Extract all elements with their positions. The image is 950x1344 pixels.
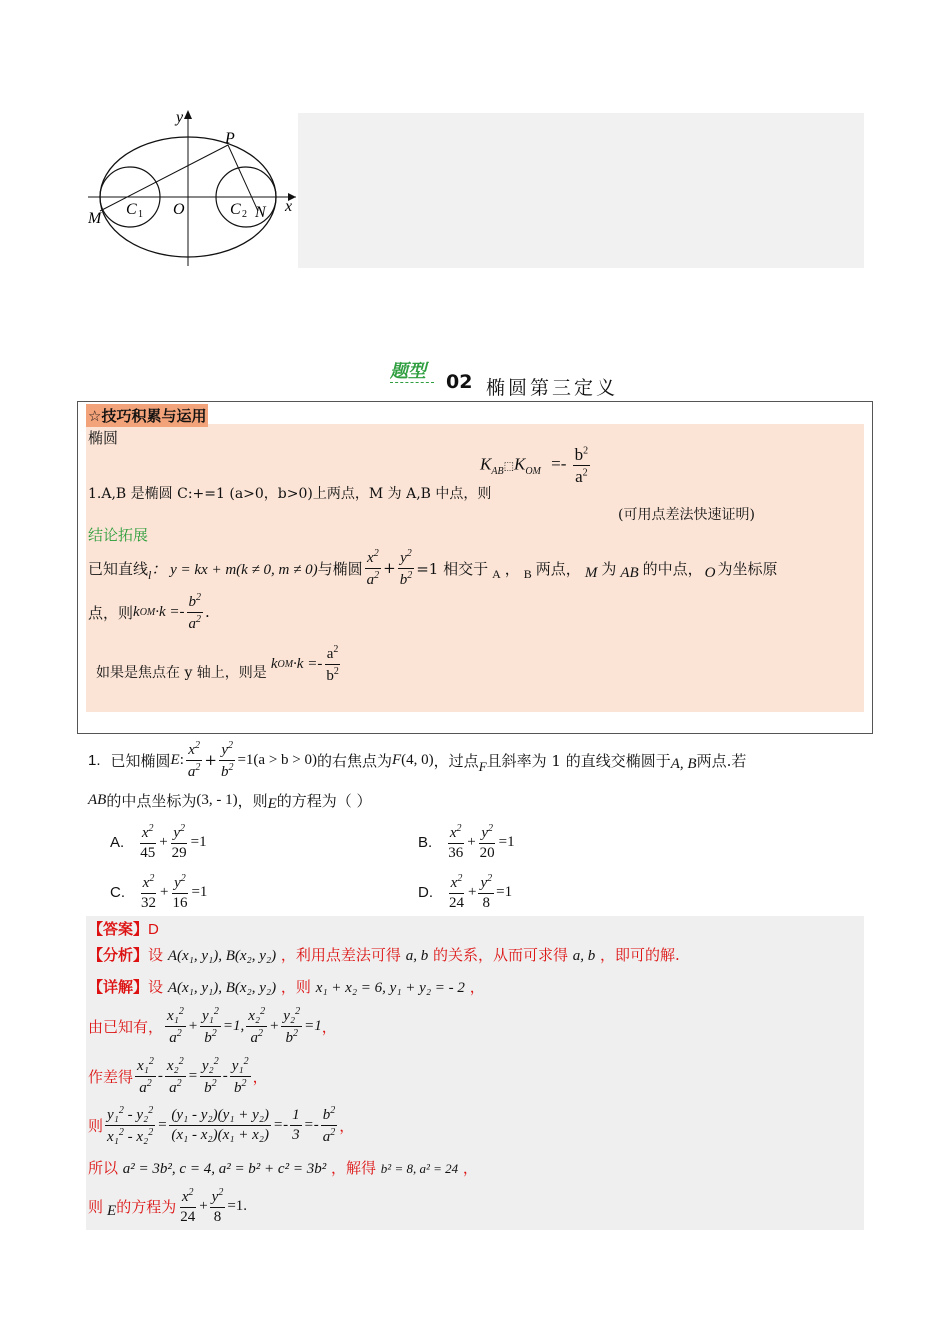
ext-origin: 为坐标原 bbox=[717, 559, 778, 578]
y-axis-arrow bbox=[184, 110, 192, 119]
ext2-eq: ·k =- bbox=[155, 603, 185, 620]
label-c2: C bbox=[230, 201, 241, 218]
ext2-frac: $\frac{b^2}{a^2}$ bbox=[188, 591, 202, 632]
problem-text-e: 两点.若 bbox=[696, 751, 747, 770]
ext-line-eq: ： y = kx + m(k ≠ 0, m ≠ 0) bbox=[151, 561, 318, 578]
so-line bbox=[88, 1157, 478, 1178]
detail-b: ，则 bbox=[280, 978, 311, 996]
option-equation: $\frac{x^2}{45}$ + $\frac{y^2}{29}$ =1 bbox=[140, 822, 207, 861]
problem-text-c: ，过点 bbox=[433, 751, 479, 770]
formula-eq: =- bbox=[551, 454, 567, 474]
formula-den: a bbox=[575, 467, 583, 486]
solve-eq: b² = 8, a² = 24 bbox=[380, 1161, 459, 1176]
problem-f: F bbox=[392, 751, 402, 768]
ext2-k: k bbox=[133, 603, 140, 620]
option-yden: 16 bbox=[172, 894, 188, 911]
diff-line: 作差得 $\frac{x_1^2}{a^2}$ - $\frac{x_2^2}{a^2}$ = $\frac{y_2^2}{b^2}$ - $\frac{y_1^2}{b^2}$ ， bbox=[88, 1055, 268, 1096]
extension-title: 结论拓展 bbox=[88, 526, 149, 544]
ext-two-points: 两点， bbox=[535, 559, 581, 578]
analysis-ab: a, b bbox=[405, 948, 429, 964]
yaxis-frac: $\frac{a^2}{b^2}$ bbox=[326, 643, 339, 684]
formula-sub-om: OM bbox=[525, 465, 541, 477]
detail-c: ， bbox=[469, 978, 485, 996]
problem-line2-e: E bbox=[267, 796, 277, 812]
final-a: 则 bbox=[88, 1197, 104, 1216]
ext2-text: 点，则 bbox=[88, 603, 134, 622]
ext-l: l bbox=[148, 567, 152, 582]
option-label: B. bbox=[418, 833, 433, 851]
analysis-ab2: a, b bbox=[572, 948, 596, 964]
option-c[interactable] bbox=[110, 870, 207, 914]
problem-line2-c: 的方程为（ ） bbox=[276, 792, 372, 810]
label-m: M bbox=[88, 210, 102, 227]
analysis-b: ，利用点差法可得 bbox=[280, 946, 401, 964]
problem-f2: F bbox=[478, 759, 487, 774]
option-label: A. bbox=[110, 833, 125, 851]
formula-fraction: $\frac{b^2}{a^2}$ bbox=[574, 445, 589, 486]
label-o: O bbox=[173, 201, 185, 218]
kab-kom-formula bbox=[480, 446, 592, 485]
formula-k1: K bbox=[480, 454, 492, 474]
analysis-d: ，即可的解. bbox=[600, 946, 680, 964]
final-line bbox=[88, 1184, 247, 1228]
option-yden: 8 bbox=[482, 894, 491, 911]
then-line: 则 $\frac{y_1^2 - y_2^2}{x_1^2 - x_2^2}$ = $\frac{\text{(y₁ - y₂)(y₁ + y₂)}}{\text{(x₁ - x₂)(x₁ + x₂)}}$ =- $\frac{1}{3}$ =- $\frac{b^2}{a^2}$ ， bbox=[88, 1104, 355, 1145]
formula-k2: K bbox=[513, 454, 526, 474]
problem-y-frac: $\frac{y^2}{b^2}$ bbox=[220, 739, 234, 780]
label-c1: C bbox=[126, 201, 137, 218]
analysis-line bbox=[88, 944, 680, 965]
answer-value: D bbox=[148, 921, 159, 938]
detail-tag: 【详解】 bbox=[88, 978, 149, 996]
proof-note: (可用点差法快速证明) bbox=[618, 507, 755, 523]
known-eqs: $\frac{x_1^2}{a^2}$ + $\frac{y_1^2}{b^2}$ =1, $\frac{x_2^2}{a^2}$ + $\frac{y_2^2}{b^2}$ =1 bbox=[167, 1005, 322, 1046]
problem-x-frac: $\frac{x^2}{a^2}$ bbox=[187, 739, 201, 780]
ellipse-label: 椭圆 bbox=[88, 429, 119, 447]
final-b: 的方程为 bbox=[116, 1197, 177, 1216]
ext-midpoint: 的中点， bbox=[642, 559, 703, 578]
diff-label: 作差得 bbox=[88, 1067, 134, 1086]
ext-o: O bbox=[704, 564, 716, 581]
problem-text-d: 且斜率为 1 的直线交椭圆于 bbox=[486, 751, 671, 770]
ext-ab: AB bbox=[620, 564, 639, 581]
so-eq: a² = 3b², c = 4, a² = b² + c² = 3b² bbox=[122, 1161, 327, 1177]
segment-mp bbox=[100, 145, 228, 211]
tixing-underline bbox=[390, 382, 434, 383]
yaxis-eq: ·k =- bbox=[293, 655, 323, 672]
option-label: D. bbox=[418, 883, 433, 901]
final-eq: $\frac{x^2}{24}$ + $\frac{y^2}{8}$ =1. bbox=[180, 1186, 248, 1225]
problem-line1: 1. 已知椭圆 E : $\frac{x^2}{a^2}$ + $\frac{y^2}{b^2}$ =1(a > b > 0) 的右焦点为 F (4, 0) ，过点 F 且斜率为 1 的直线交椭圆于 A, B 两点.若 bbox=[88, 739, 747, 780]
skill-box bbox=[77, 401, 873, 734]
label-p: P bbox=[225, 130, 235, 147]
problem-f-coord: (4, 0) bbox=[401, 751, 434, 768]
ext-a: A bbox=[492, 566, 501, 581]
section-number: 02 bbox=[446, 371, 473, 393]
detail-pts: A(x₁, y₁), B(x₂, y₂) bbox=[167, 980, 277, 996]
detail-line bbox=[88, 976, 485, 997]
gray-panel bbox=[298, 113, 864, 268]
option-equation: $\frac{x^2}{32}$ + $\frac{y^2}{16}$ =1 bbox=[141, 872, 208, 911]
option-label: C. bbox=[110, 883, 125, 901]
ext2-end: . bbox=[205, 603, 210, 621]
option-b[interactable] bbox=[418, 820, 515, 864]
option-xden: 45 bbox=[140, 844, 156, 861]
option-equation: $\frac{x^2}{36}$ + $\frac{y^2}{20}$ =1 bbox=[448, 822, 515, 861]
problem-line2 bbox=[88, 788, 372, 813]
option-yden: 20 bbox=[479, 844, 495, 861]
solve-label: ，解得 bbox=[331, 1159, 377, 1177]
yaxis-sub: OM bbox=[277, 658, 294, 670]
analysis-a: 设 bbox=[148, 946, 164, 964]
final-e: E bbox=[107, 1202, 117, 1219]
label-y: y bbox=[176, 109, 184, 126]
final-eq-end: =1. bbox=[227, 1197, 248, 1214]
problem-number: 1. bbox=[88, 751, 101, 769]
label-c1-sub: 1 bbox=[138, 209, 143, 220]
label-n: N bbox=[255, 204, 266, 221]
ext-text-d: =1 相交于 bbox=[416, 559, 489, 578]
analysis-c: 的关系，从而可求得 bbox=[432, 946, 568, 964]
problem-line2-a: 的中点坐标为 bbox=[106, 792, 197, 810]
final-yden: 8 bbox=[213, 1208, 222, 1225]
problem-text-a: 已知椭圆 bbox=[110, 751, 171, 770]
yaxis-k: k bbox=[270, 655, 278, 672]
so-label: 所以 bbox=[88, 1159, 119, 1177]
formula-dot: ⬚ bbox=[503, 460, 514, 473]
ext-y-frac: $\frac{y^2}{b^2}$ bbox=[399, 547, 413, 588]
ext-wei: 为 bbox=[601, 559, 617, 578]
answer-line bbox=[88, 918, 159, 939]
diff-eq: $\frac{x_1^2}{a^2}$ - $\frac{x_2^2}{a^2}$ = $\frac{y_2^2}{b^2}$ - $\frac{y_1^2}{b^2}$ bbox=[137, 1055, 249, 1096]
option-xden: 32 bbox=[141, 894, 156, 911]
tixing-badge: 题型 bbox=[390, 361, 426, 382]
skill-header: ☆技巧积累与运用 bbox=[86, 404, 208, 427]
problem-e: E bbox=[170, 751, 180, 768]
detail-a: 设 bbox=[148, 978, 164, 996]
problem-line2-ab: AB bbox=[88, 792, 107, 808]
section-title: 椭圆第三定义 bbox=[486, 377, 619, 399]
option-a[interactable] bbox=[110, 820, 207, 864]
label-c2-sub: 2 bbox=[242, 209, 247, 220]
analysis-pts: A(x₁, y₁), B(x₂, y₂) bbox=[167, 948, 277, 964]
problem-line2-coord: (3, - 1) bbox=[196, 792, 238, 808]
ext-text-a: 已知直线 bbox=[88, 559, 149, 578]
extension-line1: 已知直线 l ： y = kx + m(k ≠ 0, m ≠ 0) 与椭圆 $\frac{x^2}{a^2}$ + $\frac{y^2}{b^2}$ =1 相交于 A ， B 两点， M 为 AB 的中点， O 为坐标原 bbox=[88, 547, 778, 588]
final-xden: 24 bbox=[180, 1208, 196, 1225]
ext2-sub: OM bbox=[139, 606, 156, 618]
extension-line2 bbox=[88, 592, 210, 632]
option-d[interactable] bbox=[418, 870, 512, 914]
ext-m: M bbox=[584, 564, 598, 581]
problem-ab: A, B bbox=[670, 755, 697, 772]
answer-tag: 【答案】 bbox=[88, 920, 149, 938]
analysis-tag: 【分析】 bbox=[88, 946, 149, 964]
ext-text-c: 与椭圆 bbox=[317, 559, 363, 578]
label-x: x bbox=[285, 198, 293, 215]
known-line: 由已知有， $\frac{x_1^2}{a^2}$ + $\frac{y_1^2}{b^2}$ =1, $\frac{x_2^2}{a^2}$ + $\frac{y_2^2}{b^2}$ =1 ， bbox=[88, 1005, 337, 1046]
section-heading bbox=[380, 355, 680, 399]
option-yden: 29 bbox=[171, 844, 187, 861]
option-xden: 36 bbox=[448, 844, 464, 861]
known-label: 由已知有， bbox=[88, 1017, 164, 1036]
problem-line2-b: ，则 bbox=[237, 792, 268, 810]
detail-sum: x₁ + x₂ = 6, y₁ + y₂ = - 2 bbox=[315, 980, 465, 996]
ellipse-figure bbox=[88, 108, 298, 268]
problem-cond: =1(a > b > 0) bbox=[237, 751, 317, 768]
yaxis-line bbox=[96, 642, 343, 686]
yaxis-text: 如果是焦点在 y 轴上，则是 bbox=[96, 665, 267, 681]
option-equation: $\frac{x^2}{24}$ + $\frac{y^2}{8}$ =1 bbox=[449, 872, 513, 911]
ext-b: B bbox=[523, 566, 532, 581]
ext-comma: ， bbox=[504, 559, 520, 578]
formula-sub-ab: AB bbox=[491, 465, 504, 477]
problem-text-b: 的右焦点为 bbox=[316, 751, 392, 770]
formula-num: b bbox=[574, 445, 584, 464]
ext-x-frac: $\frac{x^2}{a^2}$ bbox=[366, 547, 380, 588]
solve-end: ， bbox=[462, 1159, 478, 1177]
skill-line1: 1.A,B 是椭圆 C:+=1 (a>0，b>0)上两点，M 为 A,B 中点，则 bbox=[88, 486, 492, 502]
then-eq: $\frac{y_1^2 - y_2^2}{x_1^2 - x_2^2}$ = $\frac{\text{(y₁ - y₂)(y₁ + y₂)}}{\text{(x₁ - x₂)(x₁ + x₂)}}$ =- $\frac{1}{3}$ =- $\frac{b^2}{a^2}$ bbox=[107, 1104, 336, 1145]
option-xden: 24 bbox=[449, 894, 464, 911]
then-label: 则 bbox=[88, 1116, 104, 1135]
